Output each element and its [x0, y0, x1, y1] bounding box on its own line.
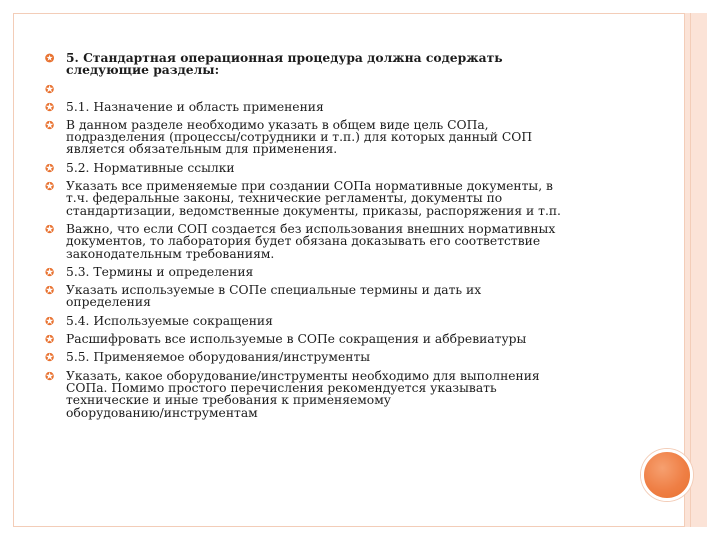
circled-bullet-icon: ✪ [45, 333, 55, 347]
list-item [45, 101, 630, 113]
list-item [45, 351, 630, 363]
circled-bullet-icon: ✪ [45, 82, 55, 96]
list-item [45, 315, 630, 327]
item-text: Указать все применяемые при создании СОПа нормативные документы, в т.ч. федеральные законы, технические регламенты, документы по стандартизации, ведомственные документы, приказы, распоряжения и т.п. [66, 179, 561, 218]
circled-bullet-icon: ✪ [45, 351, 55, 365]
item-text: 5.3. Термины и определения [66, 264, 254, 279]
circled-bullet-icon: ✪ [45, 314, 55, 328]
list-item-empty [45, 83, 630, 95]
item-text: В данном разделе необходимо указать в общем виде цель СОПа, подразделения (процессы/сотрудники и т.п.) для которых данный СОП является обязательным для применения. [66, 117, 533, 157]
item-text: Указать используемые в СОПе специальные термины и дать их определения [66, 283, 482, 310]
circled-bullet-icon: ✪ [45, 265, 55, 279]
item-text: Важно, что если СОП создается без использования внешних нормативных документов, то лаборатория будет обязана доказывать его соответствие законодательным требованиям. [66, 221, 556, 261]
circled-bullet-icon: ✪ [45, 180, 55, 194]
circled-bullet-icon: ✪ [45, 100, 55, 114]
item-text: 5.4. Используемые сокращения [66, 313, 273, 328]
item-text: Расшифровать все используемые в СОПе сокращения и аббревиатуры [66, 332, 527, 347]
list-item [45, 119, 630, 156]
list-item [45, 333, 630, 345]
item-text: 5.2. Нормативные ссылки [66, 160, 235, 175]
list-item [45, 266, 630, 278]
circled-bullet-icon: ✪ [45, 161, 55, 175]
decorative-side-strip [684, 13, 707, 527]
decorative-side-line [690, 13, 691, 527]
list-item [45, 162, 630, 174]
item-text: Указать, какое оборудование/инструменты необходимо для выполнения СОПа. Помимо простого перечисления рекомендуется указывать технические и иные требования к применяемому оборудованию/инструментам [66, 368, 540, 420]
item-text: 5. Стандартная операционная процедура должна содержать следующие разделы: [66, 50, 503, 78]
circled-bullet-icon: ✪ [45, 284, 55, 298]
slide-content [45, 52, 630, 425]
list-item [45, 370, 630, 419]
decorative-orange-circle [641, 449, 693, 501]
circled-bullet-icon: ✪ [45, 369, 55, 383]
item-text: 5.1. Назначение и область применения [66, 99, 324, 114]
list-item [45, 180, 630, 217]
list-item [45, 223, 630, 260]
list-item [45, 284, 630, 309]
circled-bullet-icon: ✪ [45, 222, 55, 236]
list-item [45, 52, 630, 77]
circled-bullet-icon: ✪ [45, 118, 55, 132]
item-text: 5.5. Применяемое оборудования/инструменты [66, 350, 371, 365]
circled-bullet-icon: ✪ [45, 52, 55, 65]
